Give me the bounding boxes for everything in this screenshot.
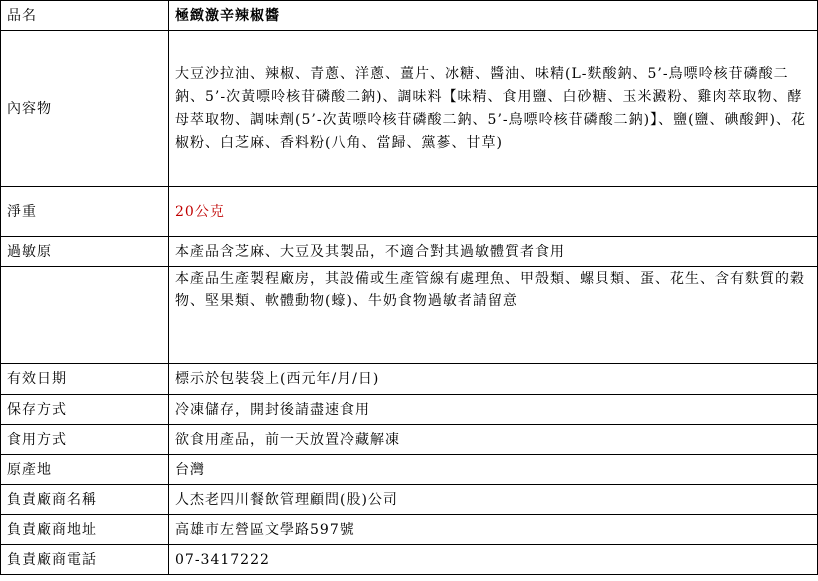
net-weight-label: 淨重 [1, 187, 169, 237]
manufacturer-phone-label: 負責廠商電話 [1, 545, 169, 575]
allergen-value: 本產品含芝麻、大豆及其製品，不適合對其過敏體質者食用 [169, 237, 818, 267]
storage-label: 保存方式 [1, 395, 169, 425]
table-row [1, 187, 818, 237]
table-row [1, 455, 818, 485]
manufacturer-name-label: 負責廠商名稱 [1, 485, 169, 515]
table-row [1, 515, 818, 545]
table-row [1, 364, 818, 395]
allergen-label: 過敏原 [1, 237, 169, 267]
table-row [1, 425, 818, 455]
product-name-label: 品名 [1, 1, 169, 31]
table-row [1, 267, 818, 364]
expiry-label: 有效日期 [1, 364, 169, 395]
table-row [1, 1, 818, 31]
expiry-value: 標示於包裝袋上(西元年/月/日) [169, 364, 818, 395]
usage-value: 欲食用產品，前一天放置冷藏解凍 [169, 425, 818, 455]
origin-value: 台灣 [169, 455, 818, 485]
allergen-facility-label [1, 267, 169, 364]
manufacturer-phone-value: 07-3417222 [169, 545, 818, 575]
manufacturer-address-label: 負責廠商地址 [1, 515, 169, 545]
origin-label: 原產地 [1, 455, 169, 485]
ingredients-label: 內容物 [1, 31, 169, 187]
table-row [1, 485, 818, 515]
table-row [1, 31, 818, 187]
ingredients-value: 大豆沙拉油、辣椒、青蔥、洋蔥、薑片、冰糖、醬油、味精(L-麩酸鈉、5’-鳥嘌呤核苷磷酸二鈉、5’-次黃嘌呤核苷磷酸二鈉)、調味料【味精、食用鹽、白砂糖、玉米澱粉、雞肉萃取物、酵母萃取物、調味劑(5’-次黃嘌呤核苷磷酸二鈉、5’-鳥嘌呤核苷磷酸二鈉)】、鹽(鹽、碘酸鉀)、花椒粉、白芝麻、香料粉(八角、當歸、黨蔘、甘草) [169, 31, 818, 187]
table-row [1, 395, 818, 425]
table-row [1, 545, 818, 575]
manufacturer-name-value: 人杰老四川餐飲管理顧問(股)公司 [169, 485, 818, 515]
net-weight-value: 20公克 [169, 187, 818, 237]
usage-label: 食用方式 [1, 425, 169, 455]
manufacturer-address-value: 高雄市左營區文學路597號 [169, 515, 818, 545]
allergen-facility-value: 本產品生產製程廠房，其設備或生產管線有處理魚、甲殼類、螺貝類、蛋、花生、含有麩質的穀物、堅果類、軟體動物(蠔)、牛奶食物過敏者請留意 [169, 267, 818, 364]
product-name-value: 極緻激辛辣椒醬 [169, 1, 818, 31]
storage-value: 冷凍儲存，開封後請盡速食用 [169, 395, 818, 425]
table-row [1, 237, 818, 267]
